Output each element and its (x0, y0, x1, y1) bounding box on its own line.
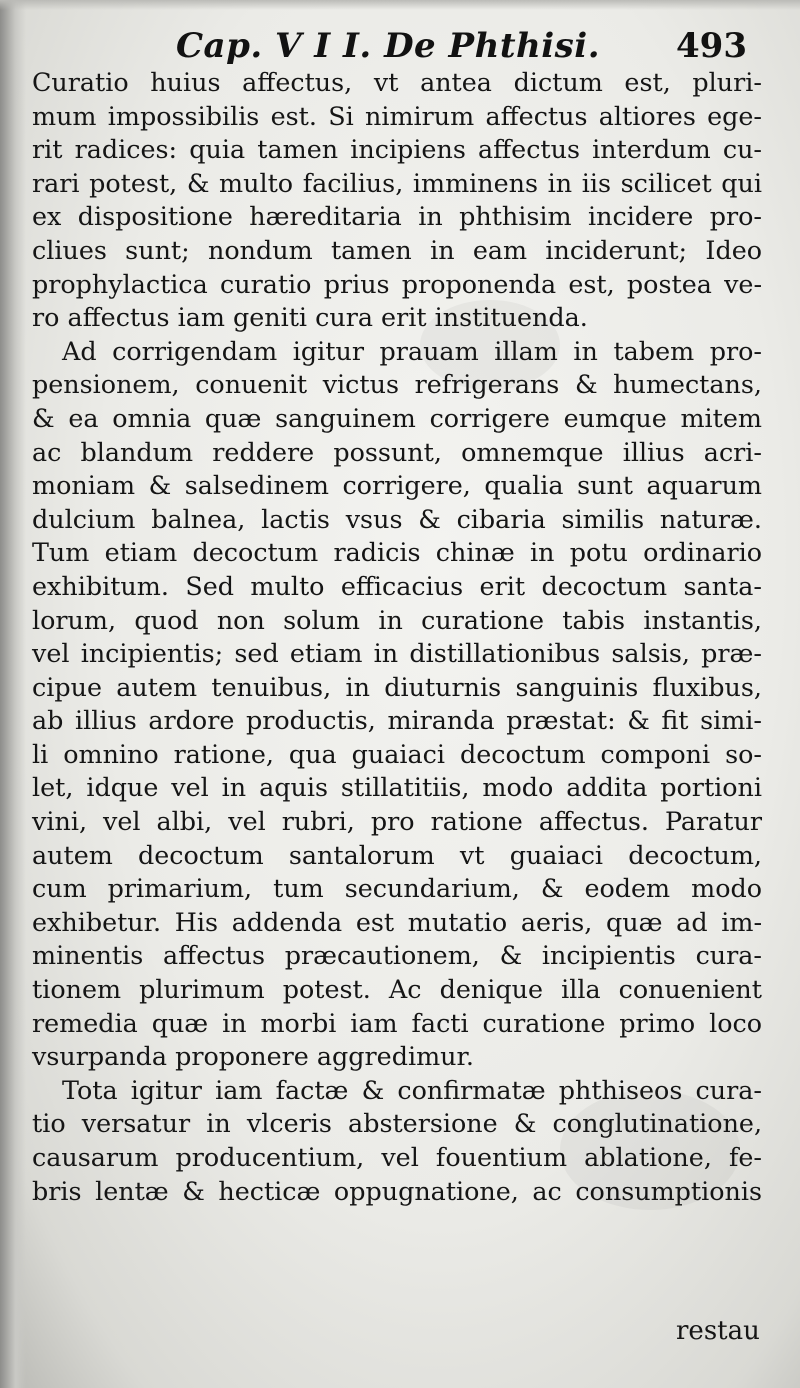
gutter-shadow (0, 0, 26, 1388)
body-text (32, 66, 762, 1208)
text-line: lorum, quod non solum in curatione tabis instantis, (32, 604, 762, 635)
text-line: remedia quæ in morbi iam facti curatione primo loco (32, 1007, 763, 1038)
text-line: rari potest, & multo facilius, imminens in iis scilicet qui (32, 167, 763, 198)
text-line: ab illius ardore productis, miranda præstat: & fit simi- (32, 705, 762, 736)
text-line: causarum producentium, vel fouentium ablatione, fe- (32, 1142, 762, 1172)
text-line: & ea omnia quæ sanguinem corrigere eumque mitem (32, 402, 762, 433)
text-line: Ad corrigendam igitur prauam illam in tabem pro- (62, 335, 763, 366)
catchword: restau (676, 1316, 760, 1346)
text-line: exhibitum. Sed multo efficacius erit decoctum santa- (32, 570, 762, 601)
text-line: prophylactica curatio prius proponenda est, postea ve- (32, 268, 763, 299)
text-line: exhibetur. His addenda est mutatio aeris, quæ ad im- (32, 906, 763, 937)
text-line: vini, vel albi, vel rubri, pro ratione affectus. Paratur (32, 806, 763, 837)
text-line: minentis affectus præcautionem, & incipientis cura- (32, 940, 762, 971)
page-header (0, 22, 800, 70)
text-line: cliues sunt; nondum tamen in eam inciderunt; Ideo (32, 234, 763, 265)
text-line: mum impossibilis est. Si nimirum affectus altiores ege- (32, 100, 763, 131)
text-line: pensionem, conuenit victus refrigerans & humectans, (32, 369, 762, 400)
text-line: tionem plurimum potest. Ac denique illa conuenient (32, 974, 762, 1005)
text-line: ac blandum reddere possunt, omnemque illius acri- (32, 436, 763, 467)
text-line: cipue autem tenuibus, in diuturnis sanguinis fluxibus, (32, 671, 762, 702)
text-line: bris lentæ & hecticæ oppugnatione, ac consumptionis (32, 1175, 763, 1206)
text-line: ro affectus iam geniti cura erit instituenda. (32, 302, 588, 333)
text-line: Tum etiam decoctum radicis chinæ in potu ordinario (32, 537, 763, 568)
text-line: cum primarium, tum secundarium, & eodem modo (32, 873, 763, 904)
page-top-edge (0, 0, 800, 10)
text-line: vsurpanda proponere aggredimur. (32, 1041, 474, 1072)
text-line: dulcium balnea, lactis vsus & cibaria similis naturæ. (32, 503, 762, 534)
running-head: Cap. V I I. De Phthisi. (176, 26, 601, 66)
page-number: 493 (676, 26, 747, 66)
text-line: Tota igitur iam factæ & confirmatæ phthiseos cura- (62, 1074, 762, 1105)
text-line: tio versatur in vlceris abstersione & conglutinatione, (32, 1108, 763, 1139)
text-line: autem decoctum santalorum vt guaiaci decoctum, (32, 839, 762, 870)
text-line: Curatio huius affectus, vt antea dictum est, pluri- (32, 67, 762, 97)
text-line: rit radices: quia tamen incipiens affectus interdum cu- (32, 134, 763, 165)
text-line: li omnino ratione, qua guaiaci decoctum componi so- (32, 738, 762, 769)
text-line: vel incipientis; sed etiam in distillationibus salsis, præ- (32, 638, 762, 669)
text-line: moniam & salsedinem corrigere, qualia sunt aquarum (32, 470, 762, 501)
text-line: let, idque vel in aquis stillatitiis, modo addita portioni (32, 772, 763, 803)
text-line: ex dispositione hæreditaria in phthisim incidere pro- (32, 201, 763, 232)
